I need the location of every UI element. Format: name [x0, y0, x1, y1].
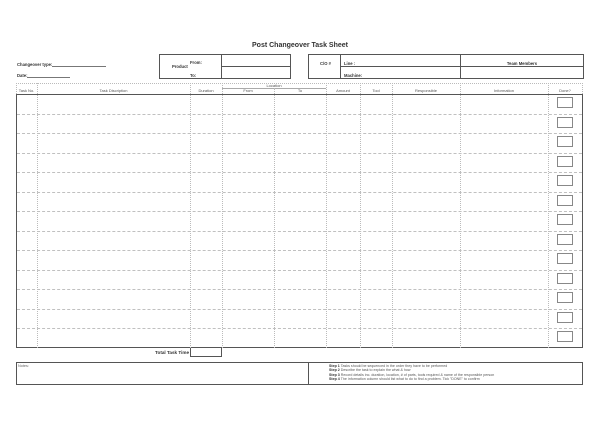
- total-task-time-input[interactable]: [190, 348, 222, 357]
- col-header-tool: Tool: [372, 88, 380, 93]
- row-divider: [17, 192, 582, 193]
- date-label: Date:: [17, 73, 28, 78]
- notes-input[interactable]: [17, 369, 307, 384]
- done-checkbox[interactable]: [557, 331, 573, 342]
- page-title: Post Changeover Task Sheet: [252, 42, 348, 49]
- done-checkbox[interactable]: [557, 292, 573, 303]
- row-divider: [17, 114, 582, 115]
- done-checkbox[interactable]: [557, 117, 573, 128]
- co-number-label: C/O #: [320, 61, 331, 66]
- product-to-label: To:: [190, 73, 197, 78]
- total-task-time-label: Total Task Time: [155, 350, 189, 355]
- notes-label: Notes:: [18, 364, 29, 368]
- col-header-information: Information: [493, 88, 514, 93]
- date-field[interactable]: [17, 73, 70, 78]
- machine-input[interactable]: [360, 67, 459, 78]
- col-header-done: Done?: [559, 88, 571, 93]
- changeover-type-field[interactable]: [17, 62, 106, 67]
- row-divider: [17, 328, 582, 329]
- instruction-step-1: Step 1 Tasks should be sequenced in the order they have to be performed: [329, 363, 448, 368]
- row-divider: [17, 133, 582, 134]
- done-checkbox[interactable]: [557, 253, 573, 264]
- col-header-duration: Duration: [198, 88, 214, 93]
- team-members-input[interactable]: [461, 67, 583, 78]
- instructions-list: [329, 364, 494, 382]
- product-from-input[interactable]: [222, 55, 290, 66]
- product-label: Product: [172, 64, 188, 69]
- done-checkbox[interactable]: [557, 136, 573, 147]
- col-header-location: Location: [266, 82, 282, 88]
- done-checkbox[interactable]: [557, 312, 573, 323]
- row-divider: [17, 172, 582, 173]
- row-divider: [17, 211, 582, 212]
- row-divider: [17, 289, 582, 290]
- notes-divider: [308, 362, 309, 385]
- line-label: Line :: [344, 61, 356, 66]
- changeover-type-input-line[interactable]: [52, 62, 106, 67]
- done-checkbox[interactable]: [557, 175, 573, 186]
- col-header-responsible: Responsible: [414, 88, 437, 93]
- done-checkbox[interactable]: [557, 214, 573, 225]
- instruction-step-3: Step 3 Record details inc. duration, location, # of parts, tools required & name of the responsible person: [329, 372, 495, 377]
- product-from-label: From:: [190, 60, 202, 65]
- col-header-amount: Amount: [336, 88, 350, 93]
- line-input[interactable]: [356, 55, 459, 66]
- done-checkbox[interactable]: [557, 156, 573, 167]
- changeover-type-label: Changeover type:: [17, 62, 53, 67]
- col-header-task-no: Task No.: [18, 88, 35, 93]
- col-header-from: From: [243, 87, 253, 93]
- product-to-input[interactable]: [222, 67, 290, 78]
- team-members-label: Team Members: [506, 61, 538, 66]
- row-divider: [17, 153, 582, 154]
- done-checkbox[interactable]: [557, 195, 573, 206]
- col-header-task-description: Task Discription: [99, 88, 128, 93]
- date-input-line[interactable]: [27, 73, 70, 78]
- instruction-step-4: Step 4 The information column should list what to do to find a problem. Tick "DONE" to confirm: [329, 377, 480, 382]
- done-checkbox[interactable]: [557, 97, 573, 108]
- row-divider: [17, 270, 582, 271]
- row-divider: [17, 250, 582, 251]
- row-divider: [17, 231, 582, 232]
- done-checkbox[interactable]: [557, 234, 573, 245]
- col-header-to: To: [297, 87, 303, 93]
- done-checkbox[interactable]: [557, 273, 573, 284]
- machine-label: Machine:: [344, 73, 363, 78]
- instruction-step-2: Step 2 Describe the task to explain the what & how: [329, 368, 411, 373]
- row-divider: [17, 309, 582, 310]
